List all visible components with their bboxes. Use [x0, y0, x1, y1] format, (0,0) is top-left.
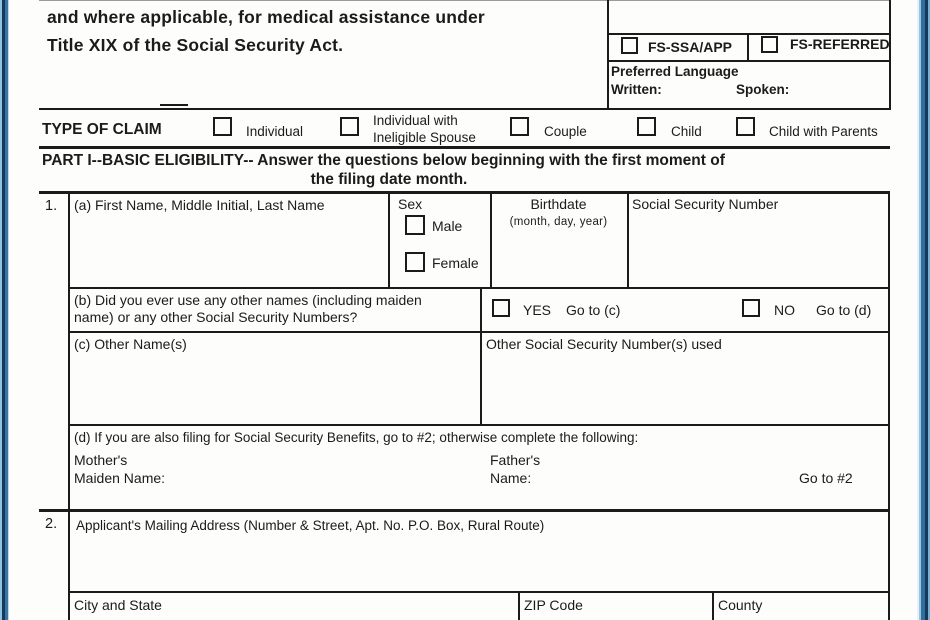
fs-referred-checkbox[interactable]	[761, 36, 778, 53]
name-label: (a) First Name, Middle Initial, Last Name	[74, 197, 325, 213]
item2-left-border	[68, 512, 70, 620]
birthdate-hint: (month, day, year)	[509, 216, 608, 228]
item1-left-border	[68, 191, 70, 511]
other-ssns-field[interactable]	[484, 354, 884, 422]
row-b-bottom-divider	[68, 331, 890, 333]
zip-code-field[interactable]	[590, 595, 705, 620]
sex-label: Sex	[398, 196, 423, 212]
preferred-language-label: Preferred Language	[611, 64, 739, 79]
claim-child-label: Child	[671, 124, 702, 139]
part1-heading-line2: the filing date month.	[310, 171, 468, 188]
other-ssns-label: Other Social Security Number(s) used	[486, 336, 722, 352]
intro-statement-line1: and where applicable, for medical assistance under	[47, 7, 485, 27]
row-a-bottom-divider	[68, 287, 890, 289]
ssn-field[interactable]	[632, 216, 884, 282]
header-bottom-divider	[39, 108, 890, 110]
page-edge-right	[916, 0, 930, 620]
sex-male-checkbox[interactable]	[405, 215, 425, 235]
part1-heading-line1: PART I--BASIC ELIGIBILITY-- Answer the questions below beginning with the first moment of	[42, 152, 725, 169]
no-label: NO	[774, 302, 795, 318]
item2-right-border	[888, 512, 890, 620]
fs-ssa-app-checkbox[interactable]	[621, 37, 638, 54]
city-state-field[interactable]	[180, 595, 510, 620]
item2-number: 2.	[45, 516, 58, 532]
mothers-maiden-name-field[interactable]	[178, 466, 468, 488]
birthdate-field[interactable]	[492, 232, 625, 282]
intro-statement-line2: Title XIX of the Social Security Act.	[47, 35, 344, 55]
referral-box-left-border	[607, 0, 609, 110]
claim-ineligible-spouse-label-line1: Individual with	[373, 113, 458, 128]
claim-child-parents-label: Child with Parents	[769, 124, 878, 139]
claim-child-checkbox[interactable]	[637, 117, 656, 136]
row-c-bottom-divider	[68, 424, 890, 426]
address-row-divider	[68, 591, 890, 593]
mailing-address-label: Applicant's Mailing Address (Number & Street, Apt. No. P.O. Box, Rural Route)	[76, 518, 545, 533]
male-label: Male	[432, 218, 463, 234]
yes-goto-label: Go to (c)	[566, 302, 621, 318]
fs-option-divider	[747, 33, 749, 61]
birthdate-label: Birthdate	[530, 196, 587, 212]
claim-couple-checkbox[interactable]	[510, 117, 529, 136]
type-of-claim-label: TYPE OF CLAIM	[42, 121, 162, 138]
item1-bottom-divider	[39, 509, 890, 512]
name-sex-divider	[388, 191, 390, 287]
county-field[interactable]	[775, 595, 883, 620]
goto-2-label: Go to #2	[799, 470, 853, 486]
question-answer-divider-b	[480, 287, 482, 331]
fs-referred-label: FS-REFERRED	[790, 36, 890, 52]
written-language-field[interactable]	[672, 79, 732, 99]
other-names-question-line2: name) or any other Social Security Numbers?	[74, 309, 358, 325]
no-goto-label: Go to (d)	[816, 302, 872, 318]
referral-box-right-border	[889, 0, 891, 110]
other-names-label: (c) Other Name(s)	[74, 336, 187, 352]
question-answer-divider-c	[480, 331, 482, 424]
fs-row-bottom-divider	[607, 60, 891, 62]
citystate-zip-divider	[518, 591, 520, 620]
zip-county-divider	[712, 591, 714, 620]
yes-label: YES	[523, 302, 552, 318]
claim-couple-label: Couple	[544, 124, 587, 139]
written-label: Written:	[611, 82, 662, 97]
claim-child-parents-checkbox[interactable]	[736, 117, 755, 136]
fs-ssa-app-label: FS-SSA/APP	[648, 39, 733, 55]
zip-code-label: ZIP Code	[524, 597, 583, 613]
sex-female-checkbox[interactable]	[405, 252, 425, 272]
city-state-label: City and State	[74, 597, 162, 613]
spoken-label: Spoken:	[736, 82, 790, 97]
fathers-label-line1: Father's	[490, 452, 541, 468]
claim-ineligible-spouse-checkbox[interactable]	[340, 117, 359, 136]
spoken-language-field[interactable]	[796, 79, 886, 99]
claim-individual-label: Individual	[246, 124, 304, 139]
mothers-label-line1: Mother's	[74, 452, 128, 468]
cropped-top-line	[39, 0, 890, 1]
type-of-claim-bottom-divider	[39, 146, 890, 149]
county-label: County	[718, 597, 763, 613]
remnant-mark	[160, 104, 188, 106]
fathers-label-line2: Name:	[490, 470, 532, 486]
ssn-label: Social Security Number	[632, 196, 779, 212]
other-names-field[interactable]	[72, 354, 476, 422]
other-names-yes-checkbox[interactable]	[492, 299, 510, 317]
claim-ineligible-spouse-label-line2: Ineligible Spouse	[373, 130, 476, 145]
other-names-question-line1: (b) Did you ever use any other names (including maiden	[74, 292, 422, 308]
item1-number: 1.	[45, 198, 58, 214]
claim-individual-checkbox[interactable]	[213, 117, 232, 136]
row-d-instruction: (d) If you are also filing for Social Security Benefits, go to #2; otherwise complete the following:	[74, 430, 639, 445]
female-label: Female	[432, 255, 479, 271]
fathers-name-field[interactable]	[545, 466, 785, 488]
referral-box-top-divider	[607, 33, 891, 35]
mothers-label-line2: Maiden Name:	[74, 470, 166, 486]
birthdate-ssn-divider	[627, 191, 629, 287]
name-field[interactable]	[72, 215, 384, 283]
other-names-no-checkbox[interactable]	[742, 299, 760, 317]
part1-top-divider	[39, 191, 890, 194]
mailing-address-field[interactable]	[72, 538, 884, 588]
item1-right-border	[888, 191, 890, 511]
page-edge-left	[0, 0, 10, 620]
